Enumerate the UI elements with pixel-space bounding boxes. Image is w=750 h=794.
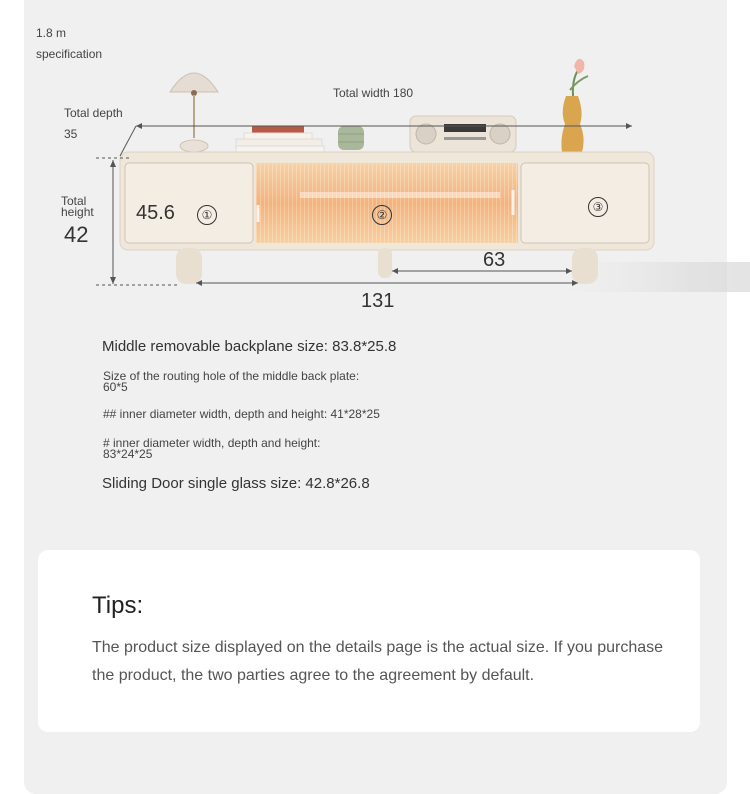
note-routing-hole: Size of the routing hole of the middle back plate: 60*5	[103, 369, 360, 394]
leg-spacing-value: 63	[483, 249, 506, 271]
drawer-right	[521, 163, 649, 243]
note-inner-b: # inner diameter width, depth and height: 83*24*25	[103, 436, 321, 461]
leg	[378, 248, 392, 278]
books-icon	[236, 126, 324, 153]
depth-value: 35	[64, 127, 78, 141]
spec-label: specification	[36, 47, 103, 61]
depth-label: Total depth	[64, 106, 123, 120]
note-glass: Sliding Door single glass size: 42.8*26.8	[102, 475, 370, 492]
compartment-1-marker: ①	[197, 205, 217, 225]
tips-title: Tips:	[92, 592, 144, 619]
tulip-vase-icon	[561, 59, 588, 152]
height-value: 42	[64, 222, 89, 247]
tips-body: The product size displayed on the details page is the actual size. If you purchase the product, the two parties agree to the agreement by default.	[92, 639, 664, 684]
compartment-width-value: 45.6	[136, 202, 175, 224]
spec-size: 1.8 m	[36, 26, 67, 40]
leg	[572, 248, 598, 284]
width-label: Total width 180	[333, 86, 414, 100]
base-length-value: 131	[361, 290, 395, 312]
note-inner-a: ## inner diameter width, depth and height: 41*28*25	[103, 407, 380, 421]
mushroom-lamp-icon	[170, 73, 218, 152]
note-backplane: Middle removable backplane size: 83.8*25.8	[102, 338, 397, 355]
compartment-3-marker: ③	[588, 197, 608, 217]
cabinet-illustration	[0, 0, 750, 320]
cup-icon	[338, 126, 364, 150]
leg	[176, 248, 202, 284]
height-label: Total height	[61, 194, 94, 219]
compartment-2-marker: ②	[372, 205, 392, 225]
tips-card	[38, 550, 700, 732]
radio-icon	[410, 116, 516, 152]
